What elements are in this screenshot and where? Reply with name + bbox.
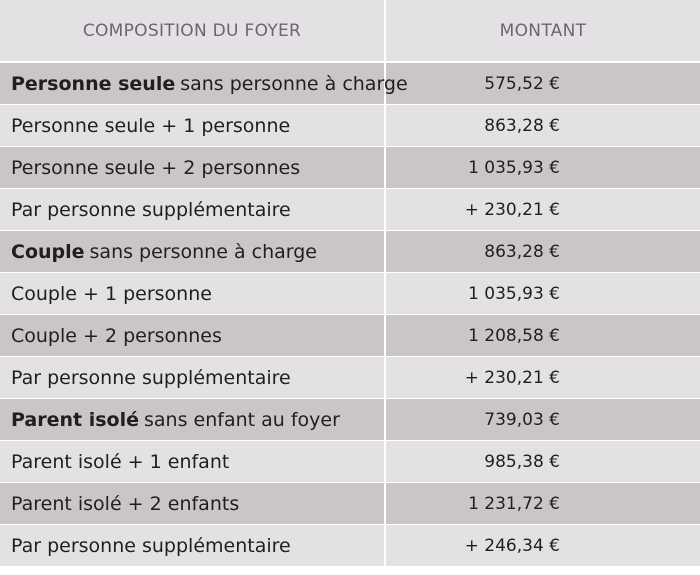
- composition-bold-label: Couple: [11, 240, 85, 263]
- amount-cell: 985,38 €: [484, 451, 560, 472]
- table-row: [0, 315, 700, 357]
- amount-cell: + 230,21 €: [464, 199, 560, 220]
- amount-cell: 863,28 €: [484, 241, 560, 262]
- table-row: [0, 399, 700, 441]
- composition-cell: [0, 357, 386, 398]
- amount-cell: 1 035,93 €: [468, 157, 560, 178]
- table-row: [0, 63, 700, 105]
- composition-cell: [0, 273, 386, 314]
- composition-text: Par personne supplémentaire: [11, 198, 291, 221]
- composition-cell: [0, 441, 386, 482]
- table-row: [0, 273, 700, 315]
- composition-text: sans personne à charge: [89, 240, 317, 263]
- table-row: [0, 231, 700, 273]
- table-row: [0, 441, 700, 483]
- amount-cell: 863,28 €: [484, 115, 560, 136]
- composition-cell: [0, 105, 386, 146]
- table-row: [0, 189, 700, 231]
- composition-cell: [0, 315, 386, 356]
- composition-cell: [0, 63, 408, 104]
- table-row: [0, 147, 700, 189]
- header-amount: MONTANT: [499, 20, 587, 41]
- composition-bold-label: Personne seule: [11, 72, 176, 95]
- composition-cell: [0, 189, 386, 230]
- composition-cell: [0, 147, 386, 188]
- composition-text: sans personne à charge: [180, 72, 408, 95]
- composition-text: Personne seule + 2 personnes: [11, 156, 301, 179]
- amount-cell: 1 035,93 €: [468, 283, 560, 304]
- table-row: [0, 105, 700, 147]
- table-row: [0, 357, 700, 399]
- table-header: [0, 0, 700, 63]
- amount-cell: + 230,21 €: [464, 367, 560, 388]
- composition-text: Personne seule + 1 personne: [11, 114, 291, 137]
- composition-text: sans enfant au foyer: [144, 408, 340, 431]
- composition-text: Couple + 2 personnes: [11, 324, 222, 347]
- composition-text: Par personne supplémentaire: [11, 534, 291, 557]
- composition-text: Couple + 1 personne: [11, 282, 212, 305]
- composition-cell: [0, 525, 386, 566]
- amount-cell: 575,52 €: [484, 73, 560, 94]
- amount-cell: 1 231,72 €: [468, 493, 560, 514]
- header-composition: COMPOSITION DU FOYER: [0, 0, 386, 61]
- amount-cell: + 246,34 €: [464, 535, 560, 556]
- composition-bold-label: Parent isolé: [11, 408, 139, 431]
- table-row: [0, 525, 700, 567]
- composition-cell: [0, 399, 386, 440]
- table-body: [0, 63, 700, 567]
- composition-cell: [0, 231, 386, 272]
- composition-text: Parent isolé + 1 enfant: [11, 450, 230, 473]
- composition-cell: [0, 483, 386, 524]
- amount-cell: 739,03 €: [484, 409, 560, 430]
- amount-cell: 1 208,58 €: [468, 325, 560, 346]
- composition-text: Parent isolé + 2 enfants: [11, 492, 240, 515]
- composition-text: Par personne supplémentaire: [11, 366, 291, 389]
- table-row: [0, 483, 700, 525]
